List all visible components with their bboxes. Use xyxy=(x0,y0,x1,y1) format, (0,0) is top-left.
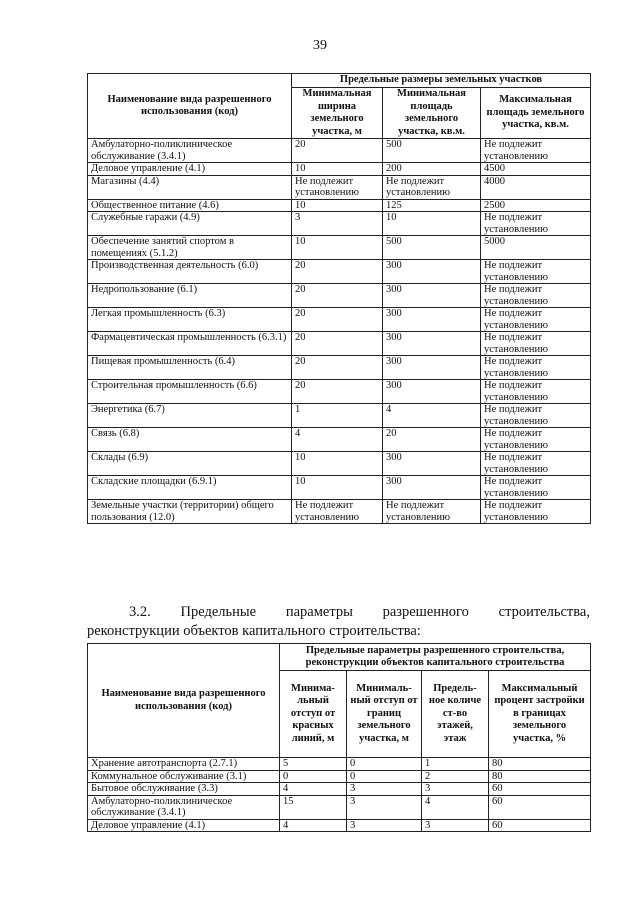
table-cell: Деловое управление (4.1) xyxy=(88,819,280,832)
header-use-type: Наименование вида разрешенного использования (код) xyxy=(88,644,280,758)
table-cell: 10 xyxy=(292,199,383,212)
table-cell: 10 xyxy=(292,452,383,476)
table-cell: 20 xyxy=(292,139,383,163)
table-cell: 3 xyxy=(347,795,422,819)
section-word: Предельные xyxy=(180,604,257,620)
table-cell: Не подлежит установлению xyxy=(481,332,591,356)
table-cell: 0 xyxy=(280,770,347,783)
table-cell: Хранение автотранспорта (2.7.1) xyxy=(88,758,280,771)
header-min-width: Минимальная ширина земельного участка, м xyxy=(292,88,383,139)
header-max-area: Максимальная площадь земельного участка, кв.м. xyxy=(481,88,591,139)
table-row xyxy=(88,452,591,476)
table-cell: Деловое управление (4.1) xyxy=(88,163,292,176)
table-cell: 10 xyxy=(292,163,383,176)
table-cell: Не подлежит установлению xyxy=(481,404,591,428)
table-row xyxy=(88,139,591,163)
header-use-type: Наименование вида разрешенного использования (код) xyxy=(88,74,292,139)
table-cell: 1 xyxy=(422,758,489,771)
table-cell: 4500 xyxy=(481,163,591,176)
table-row xyxy=(88,175,591,199)
table-row xyxy=(88,428,591,452)
table-cell: Не подлежит установлению xyxy=(481,212,591,236)
header-plot-size-limits: Предельные размеры земельных участков xyxy=(292,74,591,88)
table-cell: 20 xyxy=(292,356,383,380)
section-heading-line2: реконструкции объектов капитального строительства: xyxy=(87,623,421,639)
header-max-coverage: Максимальный процент застройки в границах земельного участка, % xyxy=(489,671,591,758)
table-cell: Не подлежит установлению xyxy=(481,260,591,284)
table-cell: Фармацевтическая промышленность (6.3.1) xyxy=(88,332,292,356)
table-cell: 500 xyxy=(383,236,481,260)
table-cell: 300 xyxy=(383,452,481,476)
table-cell: Производственная деятельность (6.0) xyxy=(88,260,292,284)
table-cell: 3 xyxy=(422,783,489,796)
table-row xyxy=(88,308,591,332)
table-cell: Строительная промышленность (6.6) xyxy=(88,380,292,404)
table-cell: 3 xyxy=(292,212,383,236)
table-row xyxy=(88,476,591,500)
table-cell: Обеспечение занятий спортом в помещениях (5.1.2) xyxy=(88,236,292,260)
table-cell: Магазины (4.4) xyxy=(88,175,292,199)
table-row xyxy=(88,783,591,796)
table-cell: 300 xyxy=(383,260,481,284)
table-cell: Не подлежит установлению xyxy=(481,500,591,524)
table-cell: Не подлежит установлению xyxy=(383,500,481,524)
header-setback-red-lines: Минима- льный отступ от красных линий, м xyxy=(280,671,347,758)
table-cell: 0 xyxy=(347,770,422,783)
table-cell: 125 xyxy=(383,199,481,212)
table-cell: 4 xyxy=(422,795,489,819)
table-cell: Не подлежит установлению xyxy=(481,476,591,500)
table-cell: Земельные участки (территории) общего пользования (12.0) xyxy=(88,500,292,524)
table-cell: 200 xyxy=(383,163,481,176)
table-cell: 3 xyxy=(422,819,489,832)
header-min-area: Минимальная площадь земельного участка, кв.м. xyxy=(383,88,481,139)
table-cell: 80 xyxy=(489,770,591,783)
table-cell: Амбулаторно-поликлиническое обслуживание (3.4.1) xyxy=(88,795,280,819)
table-cell: 20 xyxy=(292,380,383,404)
section-number: 3.2. xyxy=(129,604,151,620)
section-word: разрешенного xyxy=(382,604,469,620)
table-cell: Бытовое обслуживание (3.3) xyxy=(88,783,280,796)
table-cell: Легкая промышленность (6.3) xyxy=(88,308,292,332)
table-row xyxy=(88,380,591,404)
table-row xyxy=(88,819,591,832)
table-cell: Не подлежит установлению xyxy=(481,452,591,476)
table-cell: 4 xyxy=(280,783,347,796)
land-plot-size-table xyxy=(87,73,591,524)
header-setback-plot-border: Минималь- ный отступ от границ земельного участка, м xyxy=(347,671,422,758)
table-row xyxy=(88,332,591,356)
table-cell: 60 xyxy=(489,819,591,832)
table-cell: Не подлежит установлению xyxy=(481,284,591,308)
table-cell: 20 xyxy=(292,260,383,284)
page-number: 39 xyxy=(313,38,327,53)
table-cell: Не подлежит установлению xyxy=(292,500,383,524)
table-cell: 4 xyxy=(280,819,347,832)
table-cell: 2 xyxy=(422,770,489,783)
table-cell: 3 xyxy=(347,819,422,832)
table-cell: 1 xyxy=(292,404,383,428)
table-row xyxy=(88,758,591,771)
table-cell: Общественное питание (4.6) xyxy=(88,199,292,212)
table-cell: 3 xyxy=(347,783,422,796)
table-row xyxy=(88,163,591,176)
construction-parameters-table-body xyxy=(88,758,591,832)
table-row xyxy=(88,236,591,260)
table-cell: 20 xyxy=(383,428,481,452)
table-cell: 5 xyxy=(280,758,347,771)
table-cell: 500 xyxy=(383,139,481,163)
table-cell: Коммунальное обслуживание (3.1) xyxy=(88,770,280,783)
table-cell: 2500 xyxy=(481,199,591,212)
table-row xyxy=(88,404,591,428)
table-cell: 15 xyxy=(280,795,347,819)
section-word: строительства, xyxy=(498,604,590,620)
table-row xyxy=(88,770,591,783)
table-cell: 300 xyxy=(383,476,481,500)
table-cell: 60 xyxy=(489,795,591,819)
table-cell: 10 xyxy=(292,476,383,500)
table-cell: 20 xyxy=(292,284,383,308)
table-cell: Не подлежит установлению xyxy=(481,428,591,452)
header-max-floors: Предель- ное количе ст-во этажей, этаж xyxy=(422,671,489,758)
construction-parameters-table xyxy=(87,643,591,832)
table-cell: 60 xyxy=(489,783,591,796)
table-cell: Недропользование (6.1) xyxy=(88,284,292,308)
table-cell: 80 xyxy=(489,758,591,771)
table-cell: 20 xyxy=(292,332,383,356)
table-cell: Не подлежит установлению xyxy=(481,139,591,163)
table-cell: Связь (6.8) xyxy=(88,428,292,452)
table-cell: 10 xyxy=(292,236,383,260)
table-row xyxy=(88,284,591,308)
section-heading xyxy=(87,603,590,641)
table-cell: 300 xyxy=(383,356,481,380)
table-cell: 4000 xyxy=(481,175,591,199)
table-cell: Энергетика (6.7) xyxy=(88,404,292,428)
table-row xyxy=(88,199,591,212)
table-cell: Пищевая промышленность (6.4) xyxy=(88,356,292,380)
section-word: параметры xyxy=(285,604,353,620)
header-construction-limits: Предельные параметры разрешенного строительства, реконструкции объектов капитального строительства xyxy=(280,644,591,671)
table-cell: Не подлежит установлению xyxy=(481,380,591,404)
table-cell: Не подлежит установлению xyxy=(481,308,591,332)
table-cell: Не подлежит установлению xyxy=(383,175,481,199)
table-cell: Не подлежит установлению xyxy=(292,175,383,199)
table-cell: 300 xyxy=(383,380,481,404)
table-row xyxy=(88,795,591,819)
table-cell: Амбулаторно-поликлиническое обслуживание (3.4.1) xyxy=(88,139,292,163)
table-cell: 4 xyxy=(383,404,481,428)
table-cell: 4 xyxy=(292,428,383,452)
table-cell: 10 xyxy=(383,212,481,236)
table-cell: Склады (6.9) xyxy=(88,452,292,476)
table-cell: Не подлежит установлению xyxy=(481,356,591,380)
table-cell: 300 xyxy=(383,332,481,356)
table-row xyxy=(88,260,591,284)
table-cell: Складские площадки (6.9.1) xyxy=(88,476,292,500)
table-row xyxy=(88,356,591,380)
table-row xyxy=(88,212,591,236)
table-cell: 5000 xyxy=(481,236,591,260)
table-cell: 0 xyxy=(347,758,422,771)
table-cell: 20 xyxy=(292,308,383,332)
table-row xyxy=(88,500,591,524)
land-plot-size-table-body xyxy=(88,139,591,524)
table-cell: 300 xyxy=(383,284,481,308)
table-cell: 300 xyxy=(383,308,481,332)
table-cell: Служебные гаражи (4.9) xyxy=(88,212,292,236)
